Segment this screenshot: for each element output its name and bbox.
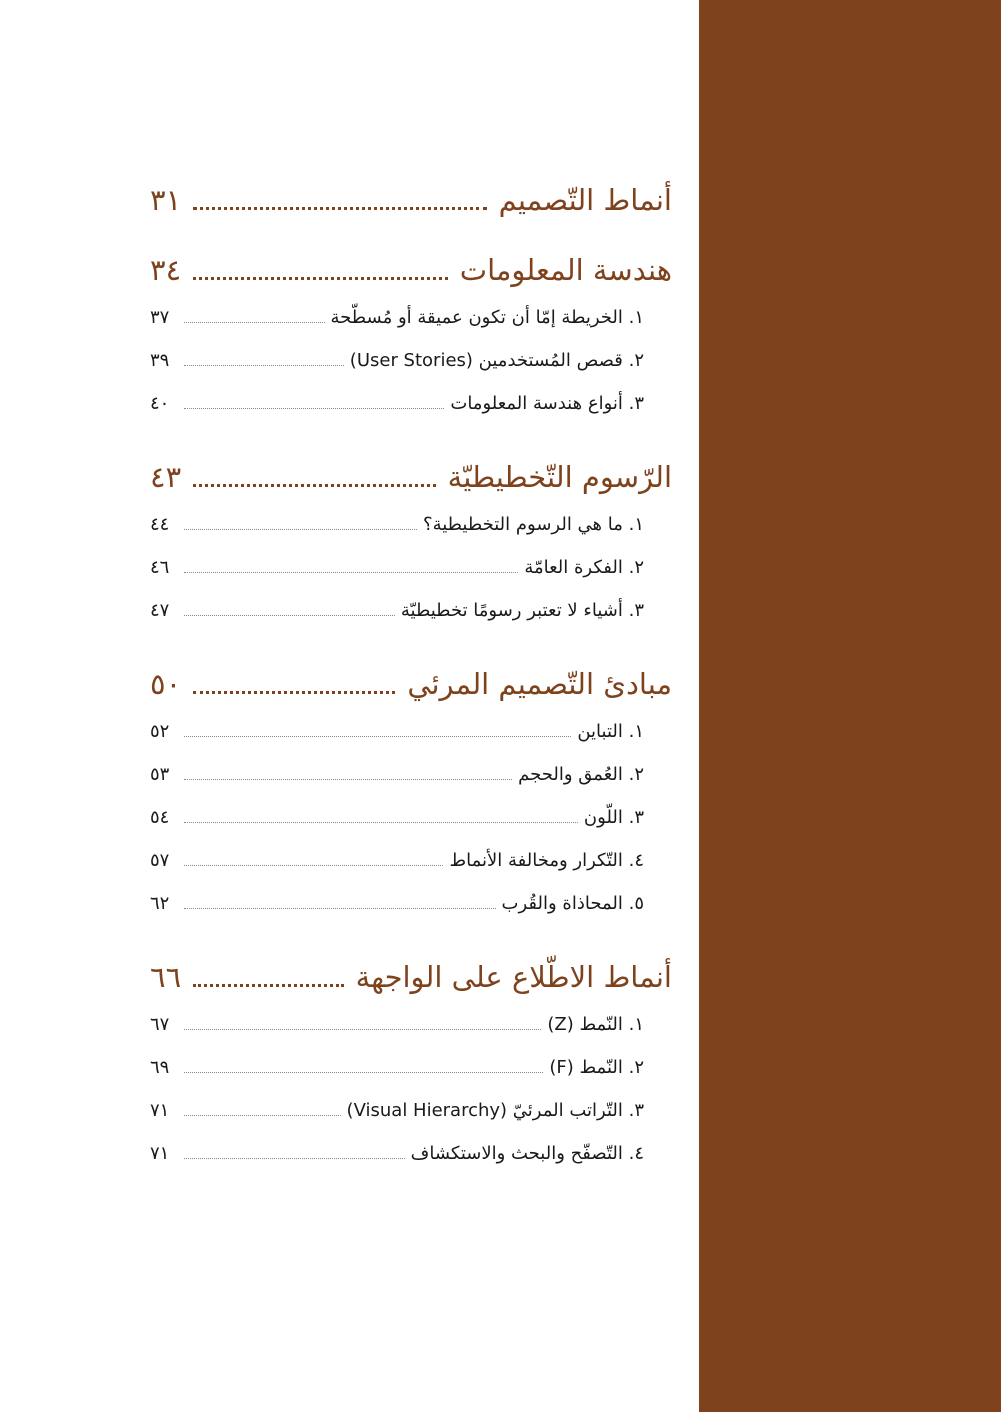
dot-leader: [193, 207, 486, 210]
subsection-page-number: ٤٦: [150, 557, 170, 578]
subsection-entry[interactable]: [150, 850, 644, 893]
subsection-page-number: ٧١: [150, 1100, 170, 1121]
subsection-title: ٥. المحاذاة والقُرب: [501, 893, 644, 914]
subsection-title: ١. النّمط (Z): [547, 1014, 644, 1035]
section-entry[interactable]: [150, 253, 672, 299]
subsection-page-number: ٤٧: [150, 600, 170, 621]
section-title: مبادئ التّصميم المرئي: [407, 667, 672, 701]
toc-section: [150, 183, 672, 229]
subsection-page-number: ٥٣: [150, 764, 170, 785]
subsection-title: ١. ما هي الرسوم التخطيطية؟: [423, 514, 644, 535]
subsection-entry[interactable]: [150, 721, 644, 764]
section-page-number: ٦٦: [150, 960, 182, 994]
section-title: أنماط التّصميم: [498, 183, 672, 217]
dot-leader: [184, 779, 512, 780]
dot-leader: [193, 277, 448, 280]
toc-section: [150, 460, 672, 643]
subsection-entry[interactable]: [150, 893, 644, 936]
subsection-title: ٢. الفكرة العامّة: [524, 557, 644, 578]
subsection-title: ١. التباين: [577, 721, 644, 742]
subsection-entry[interactable]: [150, 1057, 644, 1100]
dot-leader: [184, 1115, 341, 1116]
dot-leader: [184, 529, 417, 530]
toc-section: [150, 960, 672, 1186]
subsection-entry[interactable]: [150, 1100, 644, 1143]
dot-leader: [184, 822, 578, 823]
subsection-title: ٣. أشياء لا تعتبر رسومًا تخطيطيّة: [400, 600, 644, 621]
subsection-page-number: ٣٩: [150, 350, 170, 371]
subsection-page-number: ٥٤: [150, 807, 170, 828]
subsection-page-number: ٦٧: [150, 1014, 170, 1035]
section-entry[interactable]: [150, 960, 672, 1006]
subsection-entry[interactable]: [150, 557, 644, 600]
subsection-entry[interactable]: [150, 807, 644, 850]
dot-leader: [184, 865, 443, 866]
subsection-entry[interactable]: [150, 1143, 644, 1186]
subsection-entry[interactable]: [150, 350, 644, 393]
dot-leader: [184, 736, 571, 737]
section-page-number: ٣١: [150, 183, 182, 217]
subsection-title: ٢. النّمط (F): [549, 1057, 644, 1078]
section-title: أنماط الاطّلاع على الواجهة: [355, 960, 672, 994]
subsection-title: ٤. التّكرار ومخالفة الأنماط: [449, 850, 644, 871]
dot-leader: [184, 408, 444, 409]
dot-leader: [184, 572, 518, 573]
subsection-entry[interactable]: [150, 393, 644, 436]
subsection-page-number: ٦٩: [150, 1057, 170, 1078]
toc-section: [150, 253, 672, 436]
dot-leader: [184, 1029, 541, 1030]
subsection-entry[interactable]: [150, 514, 644, 557]
subsection-page-number: ٣٧: [150, 307, 170, 328]
dot-leader: [193, 484, 436, 487]
section-page-number: ٤٣: [150, 460, 182, 494]
dot-leader: [184, 322, 325, 323]
table-of-contents: [150, 183, 672, 1210]
subsection-entry[interactable]: [150, 307, 644, 350]
subsection-page-number: ٧١: [150, 1143, 170, 1164]
dot-leader: [184, 615, 395, 616]
subsection-title: ٢. العُمق والحجم: [518, 764, 644, 785]
dot-leader: [184, 1072, 543, 1073]
section-entry[interactable]: [150, 183, 672, 229]
dot-leader: [193, 984, 344, 987]
subsection-title: ٤. التّصفّح والبحث والاستكشاف: [410, 1143, 644, 1164]
section-page-number: ٥٠: [150, 667, 182, 701]
dot-leader: [184, 1158, 405, 1159]
subsection-entry[interactable]: [150, 600, 644, 643]
subsection-title: ٣. اللّون: [583, 807, 644, 828]
subsection-page-number: ٤٤: [150, 514, 170, 535]
dot-leader: [184, 365, 344, 366]
section-title: هندسة المعلومات: [459, 253, 672, 287]
subsection-page-number: ٥٧: [150, 850, 170, 871]
subsection-page-number: ٦٢: [150, 893, 170, 914]
subsection-title: ٣. أنواع هندسة المعلومات: [450, 393, 644, 414]
section-page-number: ٣٤: [150, 253, 182, 287]
section-title: الرّسوم التّخطيطيّة: [447, 460, 672, 494]
decorative-side-band: [699, 0, 1001, 1412]
subsection-title: ١. الخريطة إمّا أن تكون عميقة أو مُسطّحة: [330, 307, 644, 328]
toc-section: [150, 667, 672, 936]
subsection-entry[interactable]: [150, 764, 644, 807]
subsection-page-number: ٤٠: [150, 393, 170, 414]
section-entry[interactable]: [150, 667, 672, 713]
subsection-entry[interactable]: [150, 1014, 644, 1057]
dot-leader: [193, 691, 395, 694]
subsection-page-number: ٥٢: [150, 721, 170, 742]
section-entry[interactable]: [150, 460, 672, 506]
subsection-title: ٢. قصص المُستخدمين (User Stories): [349, 350, 644, 371]
subsection-title: ٣. التّراتب المرئيّ (Visual Hierarchy): [346, 1100, 644, 1121]
dot-leader: [184, 908, 496, 909]
